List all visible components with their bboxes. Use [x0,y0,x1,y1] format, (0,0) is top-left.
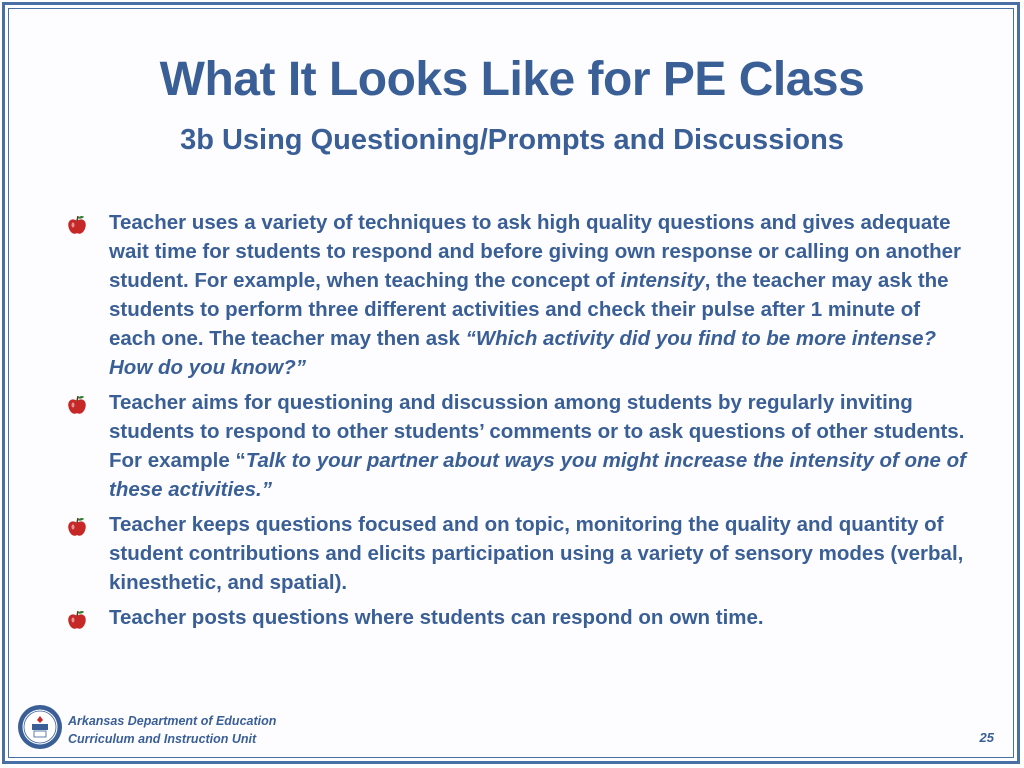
apple-icon [66,394,88,416]
apple-icon [66,609,88,631]
bullet-text-italic: Talk to your partner about ways you might increase the intensity of one of these activities.” [109,449,966,501]
seal-logo-icon [17,704,63,750]
bullet-item [66,603,966,632]
apple-icon [66,214,88,236]
bullet-item [66,208,966,382]
bullet-text: Teacher posts questions where students can respond on own time. [109,606,764,629]
slide-title: What It Looks Like for PE Class [159,53,865,106]
apple-icon [66,516,88,538]
slide-subtitle: 3b Using Questioning/Prompts and Discussions [180,124,844,156]
bullet-text: Teacher uses a variety of techniques to ask high quality questions and gives adequate wait time for students to respond and before giving own response or calling on another student. For example, when teaching the concept of [109,211,961,292]
bullet-text: Teacher keeps questions focused and on topic, monitoring the quality and quantity of student contributions and elicits participation using a variety of sensory modes (verbal, kinesthetic, and spatial). [109,513,964,594]
bullet-text-italic: “Which activity did you find to be more intense? How do you know?” [109,327,937,379]
bullet-item [66,510,966,597]
bullet-text-italic: intensity [620,269,705,292]
footer-org-line1: Arkansas Department of Education [68,714,277,728]
footer-org-line2: Curriculum and Instruction Unit [68,732,257,746]
bullet-item [66,388,966,504]
page-number: 25 [979,730,994,745]
footer-org [68,712,276,748]
bullet-text: Teacher aims for questioning and discussion among students by regularly inviting students to respond to other students’ comments or to ask questions of other students. For example “ [109,391,965,472]
bullet-list [66,208,966,638]
bullet-text: , the teacher may ask the students to perform three different activities and check their pulse after 1 minute of each one. The teacher may then ask [109,269,949,350]
